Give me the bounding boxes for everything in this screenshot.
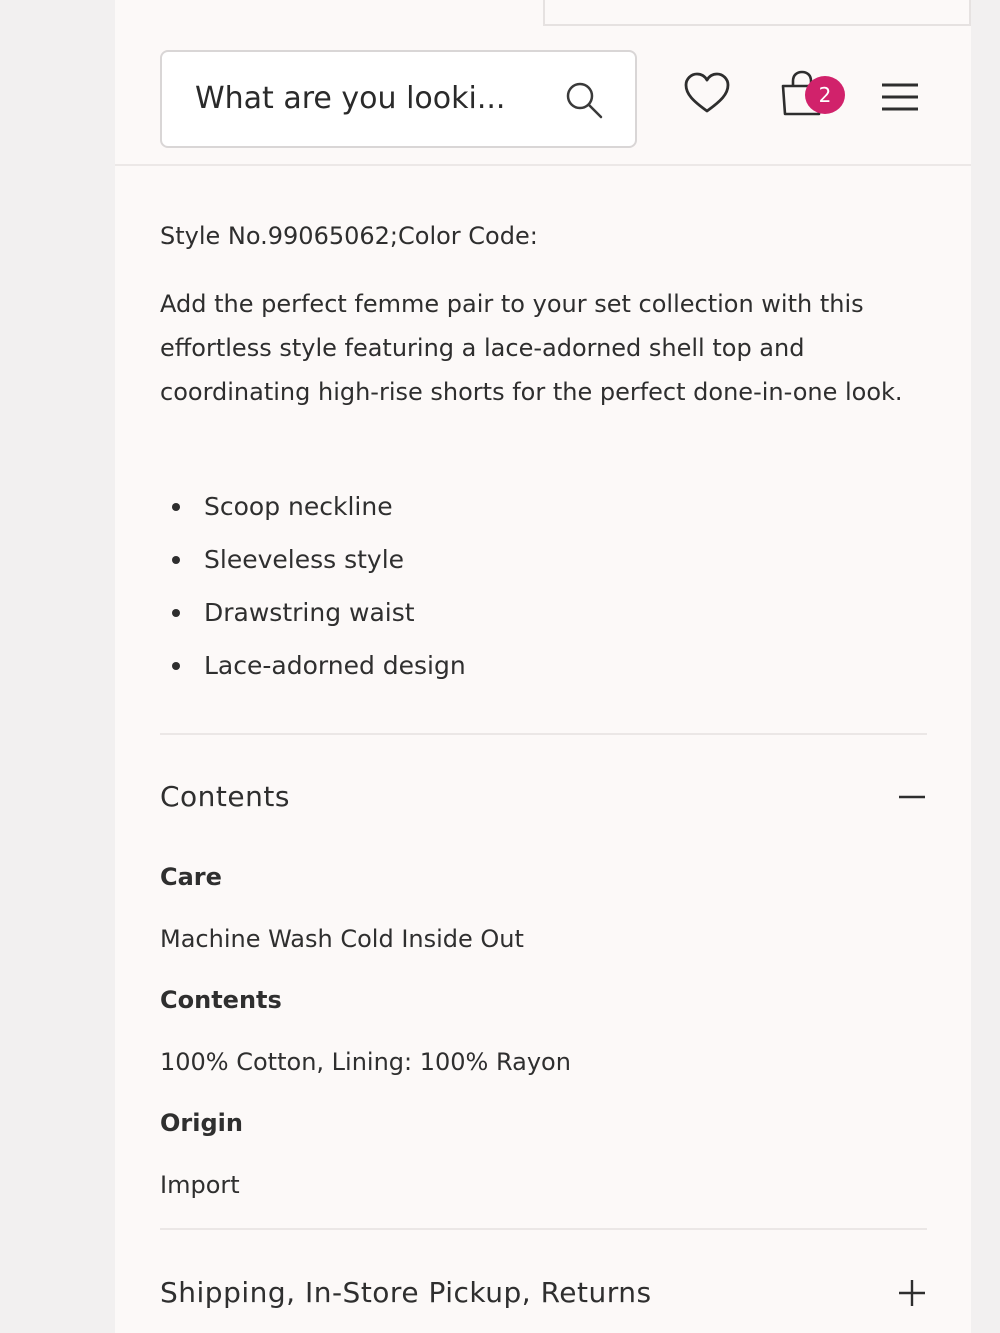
contents-accordion-title: Contents (160, 780, 290, 813)
site-header (115, 0, 971, 166)
origin-label: Origin (160, 1109, 243, 1137)
search-input[interactable] (160, 50, 637, 148)
style-number: Style No.99065062;Color Code: (160, 222, 538, 250)
feature-item: Drawstring waist (160, 586, 466, 639)
search-icon[interactable] (564, 80, 604, 120)
origin-value: Import (160, 1171, 240, 1199)
wishlist-heart-icon[interactable] (683, 70, 731, 118)
shipping-accordion-header[interactable] (160, 1268, 927, 1318)
feature-item: Sleeveless style (160, 533, 466, 586)
minus-icon[interactable] (897, 782, 927, 812)
hamburger-menu-icon[interactable] (881, 80, 919, 114)
shipping-accordion-title: Shipping, In-Store Pickup, Returns (160, 1276, 652, 1309)
feature-list (160, 480, 466, 692)
feature-item: Scoop neckline (160, 480, 466, 533)
plus-icon[interactable] (897, 1278, 927, 1308)
contents-accordion-header[interactable] (160, 772, 927, 822)
feature-item: Lace-adorned design (160, 639, 466, 692)
contents-label: Contents (160, 986, 282, 1014)
care-label: Care (160, 863, 222, 891)
product-details-page (115, 0, 971, 1333)
section-divider (160, 733, 927, 735)
search-placeholder: What are you looki... (195, 81, 506, 116)
product-description: Add the perfect femme pair to your set collection with this effortless style featuring a lace-adorned shell top and coordinating high-rise shorts for the perfect done-in-one look. (160, 290, 903, 406)
care-value: Machine Wash Cold Inside Out (160, 925, 524, 953)
cart-count-badge: 2 (805, 76, 845, 114)
section-divider (160, 1228, 927, 1230)
contents-value: 100% Cotton, Lining: 100% Rayon (160, 1048, 571, 1076)
